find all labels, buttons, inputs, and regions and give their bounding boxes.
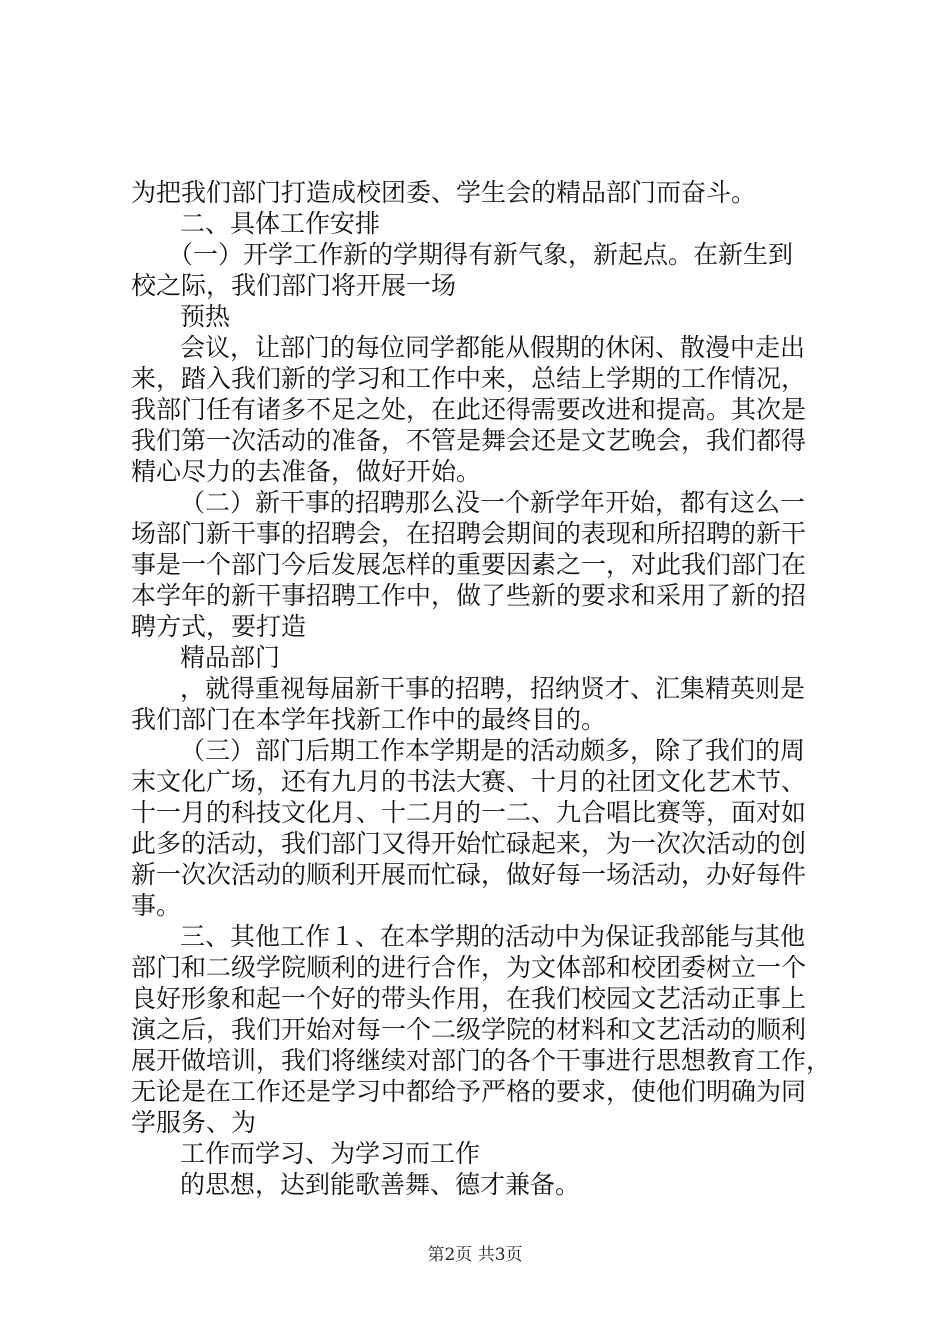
text-line: 末文化广场，还有九月的书法大赛、十月的社团文化艺术节、 bbox=[131, 767, 807, 796]
text-line: 精心尽力的去准备，做好开始。 bbox=[131, 457, 482, 486]
text-line: 我部门任有诸多不足之处，在此还得需要改进和提高。其次是 bbox=[131, 395, 807, 424]
text-line: 三、其他工作１、在本学期的活动中为保证我部能与其他 bbox=[180, 922, 806, 951]
text-line: 场部门新干事的招聘会，在招聘会期间的表现和所招聘的新干 bbox=[131, 519, 807, 548]
text-line: 的思想，达到能歌善舞、德才兼备。 bbox=[180, 1170, 581, 1199]
text-line: 我们部门在本学年找新工作中的最终目的。 bbox=[131, 705, 607, 734]
text-line: 聘方式，要打造 bbox=[131, 612, 307, 641]
text-line: 新一次次活动的顺利开展而忙碌，做好每一场活动，办好每件 bbox=[131, 860, 807, 889]
text-line: 本学年的新干事招聘工作中，做了些新的要求和采用了新的招 bbox=[131, 581, 807, 610]
text-line: 预热 bbox=[180, 302, 231, 331]
page-number-footer: 第2页 共3页 bbox=[427, 1245, 523, 1265]
text-line: （三）部门后期工作本学期是的活动颇多，除了我们的周 bbox=[180, 736, 806, 765]
text-line: ，就得重视每届新干事的招聘，招纳贤才、汇集精英则是 bbox=[180, 674, 806, 703]
text-line: 事。 bbox=[131, 891, 182, 920]
text-line: 演之后，我们开始对每一个二级学院的材料和文艺活动的顺利 bbox=[131, 1015, 807, 1044]
text-line: 展开做培训，我们将继续对部门的各个干事进行思想教育工作， bbox=[131, 1046, 832, 1075]
text-line: 事是一个部门今后发展怎样的重要因素之一，对此我们部门在 bbox=[131, 550, 807, 579]
text-line: 校之际，我们部门将开展一场 bbox=[131, 271, 457, 300]
text-line: 精品部门 bbox=[180, 643, 281, 672]
text-line: 十一月的科技文化月、十二月的一二、九合唱比赛等，面对如 bbox=[131, 798, 807, 827]
text-line: 学服务、为 bbox=[131, 1108, 257, 1137]
text-line: 来，踏入我们新的学习和工作中来，总结上学期的工作情况， bbox=[131, 364, 807, 393]
text-line: 此多的活动，我们部门又得开始忙碌起来，为一次次活动的创 bbox=[131, 829, 807, 858]
text-line: 无论是在工作还是学习中都给予严格的要求，使他们明确为同 bbox=[131, 1077, 807, 1106]
text-line: 为把我们部门打造成校团委、学生会的精品部门而奋斗。 bbox=[131, 178, 757, 207]
text-line: 部门和二级学院顺利的进行合作，为文体部和校团委树立一个 bbox=[131, 953, 807, 982]
text-line: 我们第一次活动的准备，不管是舞会还是文艺晚会，我们都得 bbox=[131, 426, 807, 455]
text-line: 工作而学习、为学习而工作 bbox=[180, 1139, 481, 1168]
text-line: （二）新干事的招聘那么没一个新学年开始，都有这么一 bbox=[180, 488, 806, 517]
text-line: 良好形象和起一个好的带头作用，在我们校园文艺活动正事上 bbox=[131, 984, 807, 1013]
text-line: （一）开学工作新的学期得有新气象，新起点。在新生到 bbox=[168, 240, 794, 269]
text-line: 会议，让部门的每位同学都能从假期的休闲、散漫中走出 bbox=[180, 333, 806, 362]
section-heading: 二、具体工作安排 bbox=[180, 209, 381, 238]
